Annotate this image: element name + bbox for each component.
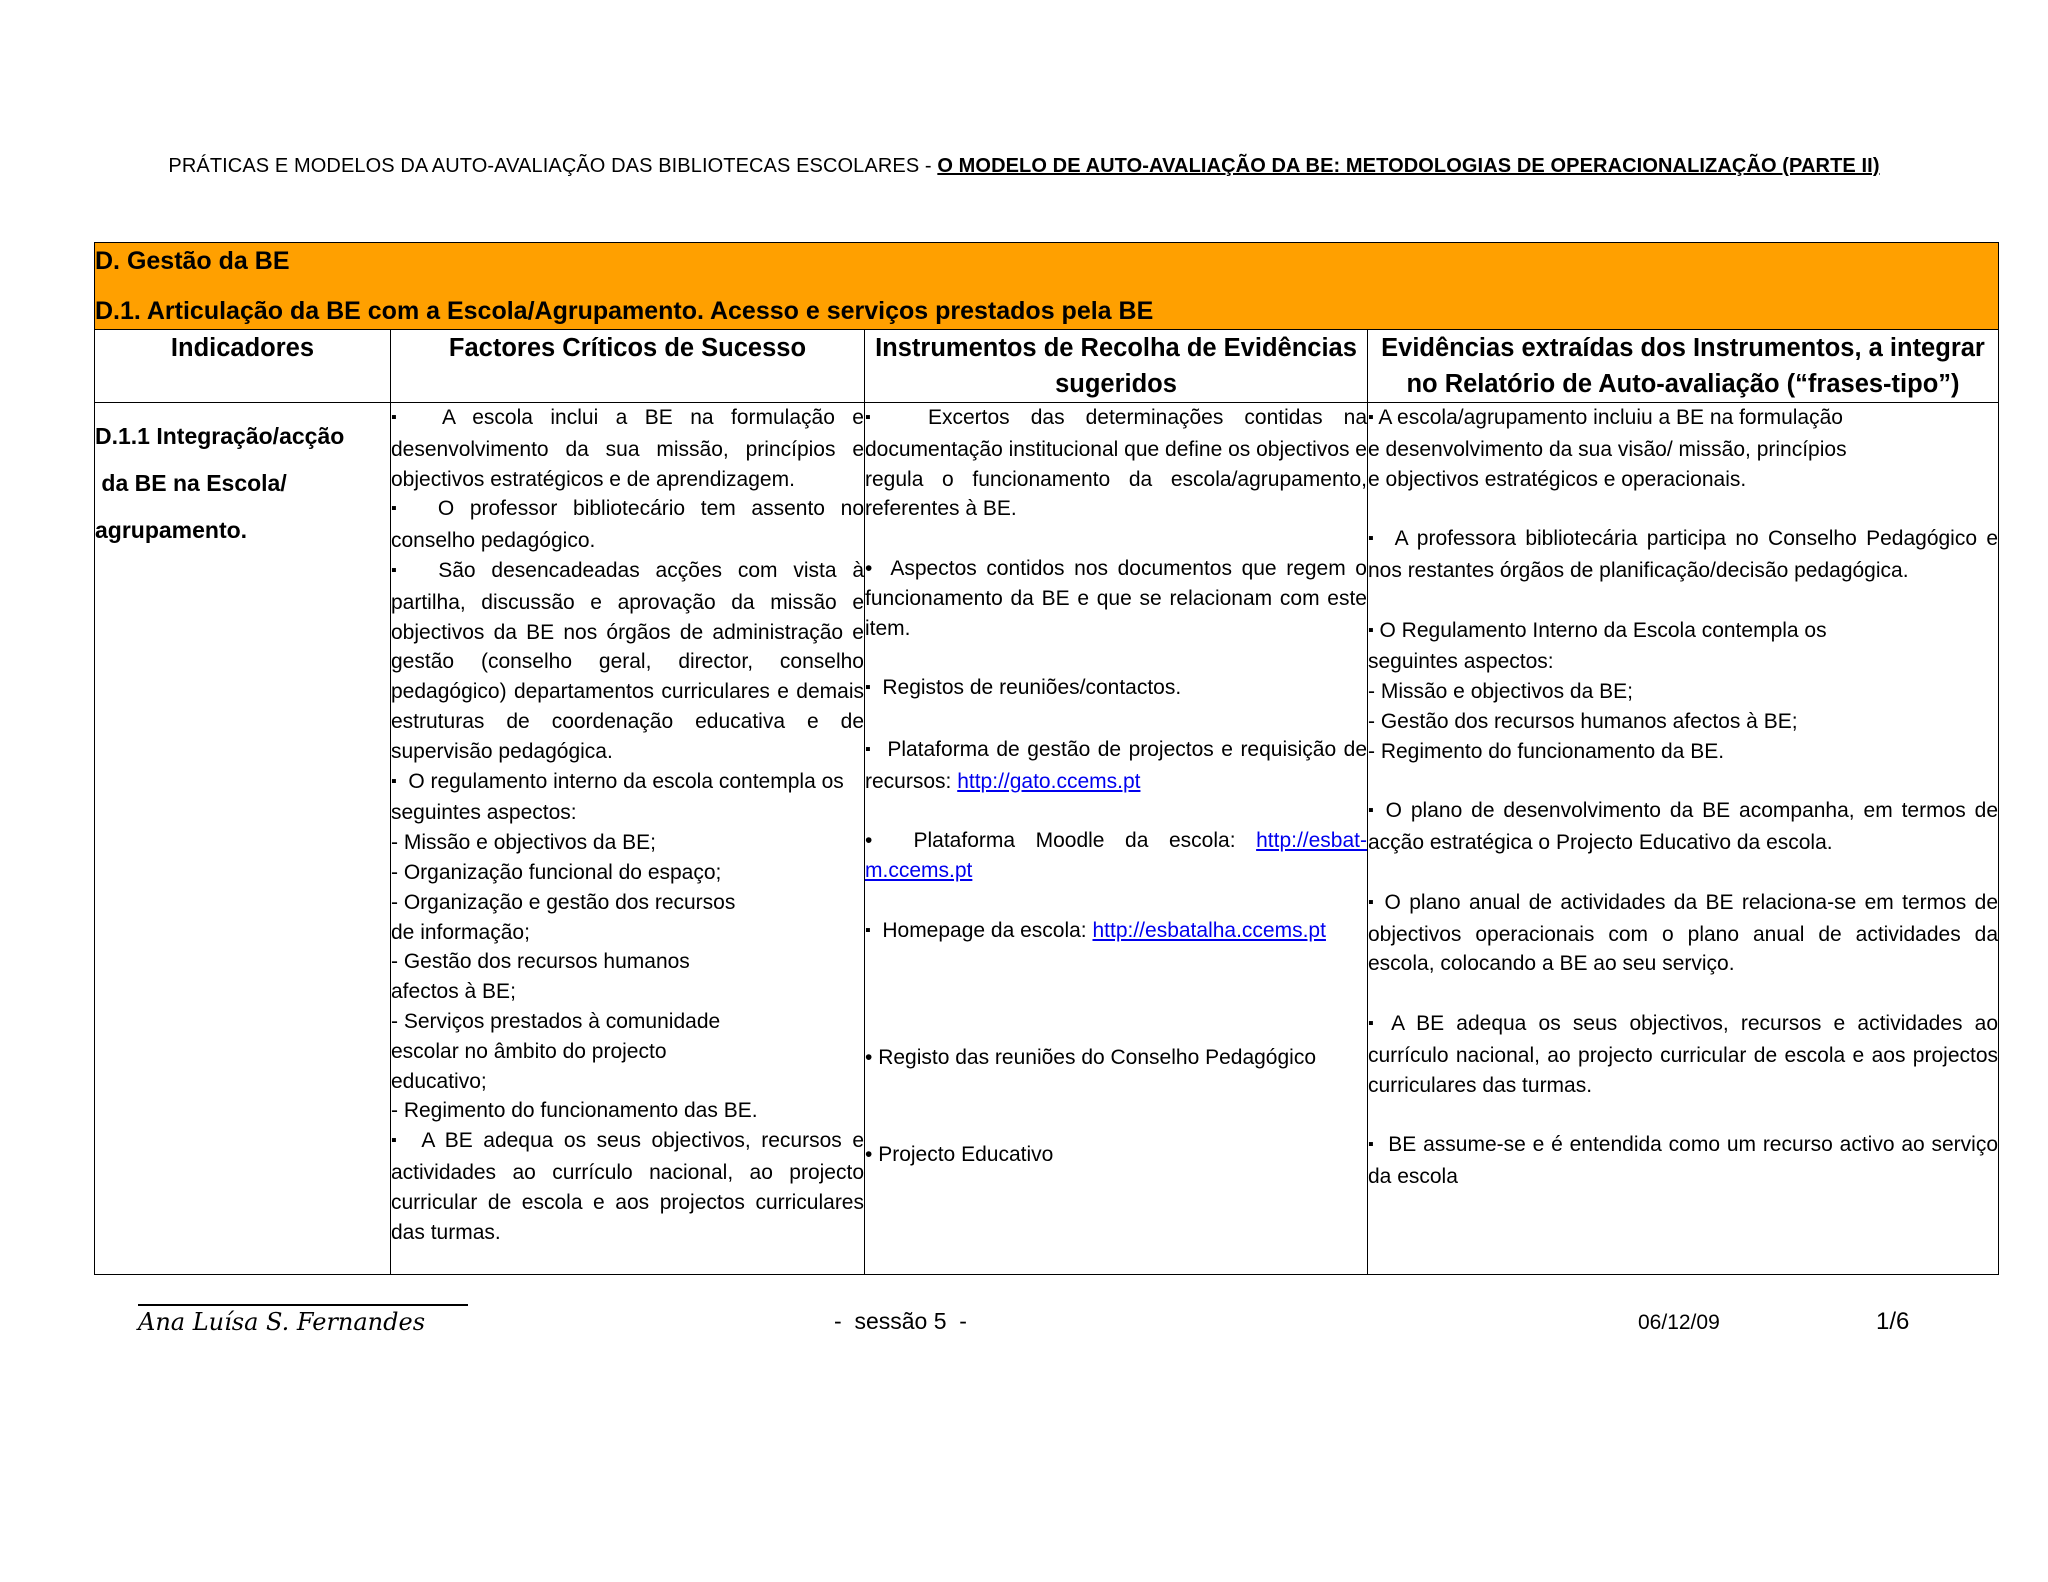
column-header-indicadores: Indicadores [95, 330, 391, 403]
factor-subitem: - Gestão dos recursos humanos [391, 950, 690, 974]
factor-subitem: - Organização funcional do espaço; [391, 860, 722, 884]
instrument-item: • Registo das reuniões do Conselho Pedagógico [865, 1045, 1317, 1069]
instrument-item: ▪ Registos de reuniões/contactos. [865, 676, 1182, 700]
factor-item: ▪ A escola inclui a BE na formulação e desenvolvimento da sua missão, princípios e objectivos estratégicos e de aprendizagem. [391, 406, 864, 491]
square-bullet-icon: ▪ [1368, 893, 1377, 911]
square-bullet-icon: ▪ [1368, 409, 1374, 426]
square-bullet-icon: ▪ [865, 921, 871, 939]
evidences-cell [1368, 403, 1999, 1275]
header-prefix: PRÁTICAS E MODELOS DA AUTO-AVALIAÇÃO DAS BIBLIOTECAS ESCOLARES - [168, 155, 938, 177]
square-bullet-icon: ▪ [1368, 1014, 1381, 1032]
factor-item: ▪ O professor bibliotecário tem assento no conselho pedagógico. [391, 497, 864, 553]
column-header-factores: Factores Críticos de Sucesso [391, 330, 865, 403]
factor-subitem: - Organização e gestão dos recursos [391, 890, 736, 914]
evidence-item: ▪ O plano de desenvolvimento da BE acompanha, em termos de acção estratégica o Projecto Educativo da escola. [1368, 799, 1999, 855]
gato-link[interactable]: http://gato.ccems.pt [957, 769, 1141, 793]
indicator-line-1: D.1.1 Integração/acção [95, 423, 345, 449]
evidence-item: ▪ A escola/agrupamento incluiu a BE na formulação e desenvolvimento da sua visão/ missão, princípios e objectivos estratégicos e operacionais. [1368, 406, 1847, 491]
factor-subitem: educativo; [391, 1069, 487, 1093]
factor-item: ▪ O regulamento interno da escola contempla os seguintes aspectos: [391, 769, 844, 825]
indicator-line-2: da BE na Escola/ [95, 470, 287, 496]
section-header [95, 243, 1999, 330]
instrument-item: ▪ Excertos das determinações contidas na documentação institucional que define os objectivos e regula o funcionamento da escola/agrupamento, referentes à BE. [865, 406, 1368, 521]
instrument-item: • Projecto Educativo [865, 1143, 1054, 1167]
dot-bullet-icon: • [865, 556, 873, 580]
column-header-evidencias: Evidências extraídas dos Instrumentos, a integrar no Relatório de Auto-avaliação (“frases-tipo”) [1368, 330, 1999, 403]
factors-cell [391, 403, 865, 1275]
footer-divider [138, 1304, 468, 1306]
instrument-item: ▪ Homepage da escola: http://esbatalha.ccems.pt [865, 918, 1326, 942]
factor-subitem: - Missão e objectivos da BE; [391, 831, 656, 855]
footer-date: 06/12/09 [1638, 1311, 1720, 1334]
factor-subitem: - Regimento do funcionamento das BE. [391, 1099, 758, 1123]
instrument-item: • Plataforma Moodle da escola: http://esbat-m.ccems.pt [865, 829, 1367, 882]
square-bullet-icon: ▪ [391, 1132, 402, 1150]
page-header [0, 155, 2048, 178]
homepage-link[interactable]: http://esbatalha.ccems.pt [1092, 918, 1326, 942]
square-bullet-icon: ▪ [1368, 1136, 1375, 1154]
moodle-link[interactable]: http://esbat-m.ccems.pt [865, 829, 1367, 882]
square-bullet-icon: ▪ [865, 409, 886, 426]
factor-item: ▪ São desencadeadas acções com vista à partilha, discussão e aprovação da missão e objectivos da BE nos órgãos de administração e gestão (conselho geral, director, conselho pedagógico) departamentos curriculares e demais estruturas de coordenação educativa e de supervisão pedagógica. [391, 558, 864, 763]
evidence-item: ▪ A BE adequa os seus objectivos, recursos e actividades ao currículo nacional, ao projecto curricular de escola e aos projectos curriculares das turmas. [1368, 1011, 1999, 1097]
footer-author: Ana Luísa S. Fernandes [138, 1308, 426, 1336]
square-bullet-icon: ▪ [1368, 802, 1377, 820]
indicator-cell [95, 403, 391, 1275]
evidence-item: ▪ O plano anual de actividades da BE relaciona-se em termos de objectivos operacionais com o plano anual de actividades da escola, colocando a BE ao seu serviço. [1368, 890, 1999, 976]
dot-bullet-icon: • [865, 1143, 873, 1167]
footer-page-number: 1/6 [1876, 1308, 1910, 1335]
evidence-item: ▪ A professora bibliotecária participa no Conselho Pedagógico e nos restantes órgãos de planificação/decisão pedagógica. [1368, 527, 1999, 582]
square-bullet-icon: ▪ [865, 740, 873, 758]
square-bullet-icon: ▪ [865, 679, 871, 697]
evidence-item: ▪ O Regulamento Interno da Escola contempla os seguintes aspectos: - Missão e objectivos da BE; - Gestão dos recursos humanos afectos à BE; - Regimento do funcionamento da BE. [1368, 618, 1827, 763]
section-subtitle: D.1. Articulação da BE com a Escola/Agrupamento. Acesso e serviços prestados pela BE [95, 297, 1154, 325]
square-bullet-icon: ▪ [1368, 530, 1378, 548]
factor-subitem: escolar no âmbito do projecto [391, 1039, 667, 1063]
instrument-item: ▪ Plataforma de gestão de projectos e requisição de recursos: http://gato.ccems.pt [865, 737, 1368, 793]
factor-subitem: afectos à BE; [391, 980, 516, 1004]
square-bullet-icon: ▪ [1368, 621, 1374, 639]
factor-subitem: de informação; [391, 920, 530, 944]
instrument-item: • Aspectos contidos nos documentos que regem o funcionamento da BE e que se relacionam com este item. [865, 556, 1367, 640]
square-bullet-icon: ▪ [391, 561, 407, 579]
evaluation-table [94, 242, 1999, 1275]
section-title: D. Gestão da BE [95, 247, 290, 275]
instruments-cell [865, 403, 1368, 1275]
square-bullet-icon: ▪ [391, 772, 397, 790]
evidence-item: ▪ BE assume-se e é entendida como um recurso activo ao serviço da escola [1368, 1133, 1999, 1188]
footer-session: - sessão 5 - [834, 1308, 967, 1334]
square-bullet-icon: ▪ [391, 409, 409, 426]
indicator-line-3: agrupamento. [95, 517, 248, 543]
column-header-instrumentos: Instrumentos de Recolha de Evidências sugeridos [865, 330, 1368, 403]
header-emphasis: O MODELO DE AUTO-AVALIAÇÃO DA BE: METODOLOGIAS DE OPERACIONALIZAÇÃO (PARTE II) [937, 155, 1880, 177]
dot-bullet-icon: • [865, 829, 873, 853]
factor-item: ▪ A BE adequa os seus objectivos, recursos e actividades ao currículo nacional, ao projecto curricular de escola e aos projectos curriculares das turmas. [391, 1129, 865, 1244]
square-bullet-icon: ▪ [391, 500, 407, 518]
factor-subitem: - Serviços prestados à comunidade [391, 1009, 721, 1033]
dot-bullet-icon: • [865, 1045, 873, 1069]
